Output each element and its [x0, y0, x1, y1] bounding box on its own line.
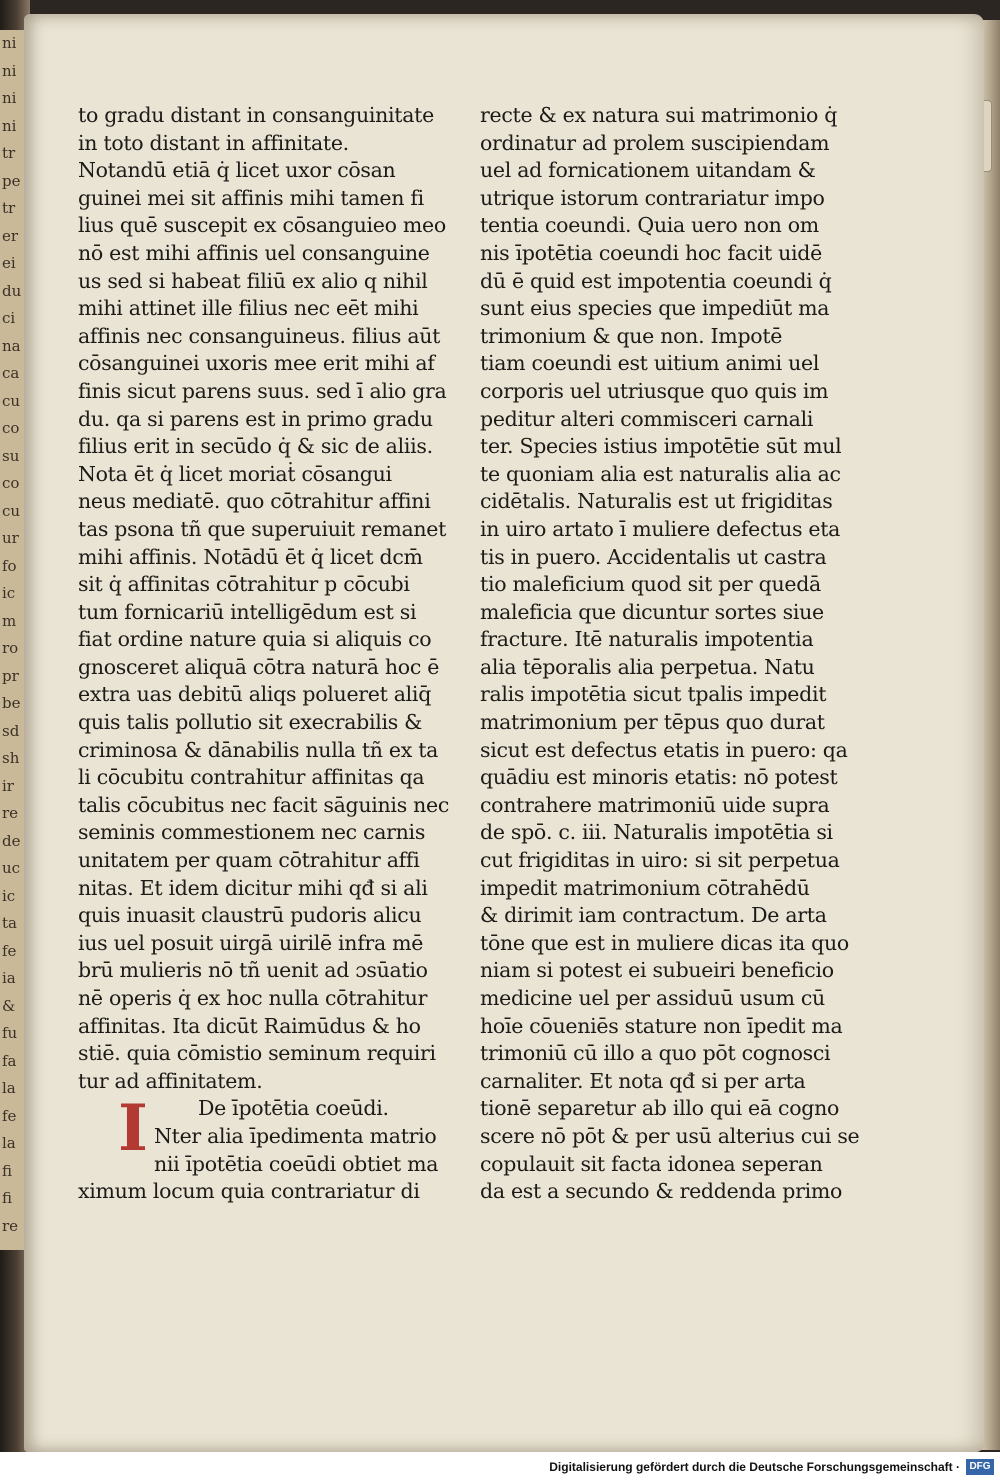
text-line: de spō. c. iii. Naturalis impotētia si: [480, 820, 833, 845]
text-line: neus mediatē. quo cōtrahitur affini: [78, 489, 431, 514]
facing-fragment: ni: [2, 61, 17, 80]
text-line: ximum locum quia contrariatur di: [78, 1179, 420, 1204]
text-line: Nter alia īpedimenta matrio: [154, 1123, 437, 1148]
text-line: nis īpotētia coeundi hoc facit uidē: [480, 240, 822, 265]
dfg-logo: DFG: [966, 1459, 994, 1475]
digitization-credit: Digitalisierung gefördert durch die Deutsche Forschungsgemeinschaft ·: [549, 1460, 960, 1474]
facing-fragment: na: [2, 336, 21, 355]
text-line: tur ad affinitatem.: [78, 1068, 263, 1093]
text-line: unitatem per quam cōtrahitur affi: [78, 848, 420, 873]
text-line: sunt eius species que impediūt ma: [480, 296, 830, 321]
text-line: corporis uel utriusque quo quis im: [480, 378, 829, 403]
text-line: ralis impotētia sicut tpalis impedit: [480, 682, 827, 707]
text-line: lius quē suscepit ex cōsanguieo meo: [78, 213, 446, 238]
facing-fragment: ci: [2, 309, 16, 327]
text-line: affinitas. Ita dicūt Raimūdus & ho: [78, 1013, 421, 1038]
text-line: copulauit sit facta idonea seperan: [480, 1151, 823, 1176]
facing-fragment: pr: [2, 666, 19, 685]
text-line: Notandū etiā q̇ licet uxor cōsan: [78, 158, 396, 183]
text-line: scere nō pōt & per usū alterius cui se: [480, 1123, 860, 1148]
text-line: te quoniam alia est naturalis alia ac: [480, 461, 841, 486]
facing-fragment: m: [2, 611, 17, 630]
text-line: cidētalis. Naturalis est ut frigiditas: [480, 489, 833, 514]
text-line: tio maleficium quod sit per quedā: [480, 572, 821, 597]
text-line: alia tēporalis alia perpetua. Natu: [480, 654, 815, 679]
facing-fragment: tr: [2, 144, 16, 162]
facing-fragment: sd: [2, 721, 20, 740]
footer-bar: [0, 1452, 1000, 1480]
text-line: matrimonium per tēpus quo durat: [480, 710, 825, 735]
facing-fragment: la: [2, 1079, 16, 1097]
text-line: da est a secundo & reddenda primo: [480, 1179, 843, 1204]
facing-fragment: ca: [2, 364, 20, 382]
text-line: affinis nec consanguineus. filius aūt: [78, 323, 441, 348]
right-text-column: [480, 102, 870, 1206]
text-line: maleficia que dicuntur sortes siue: [480, 599, 824, 624]
facing-fragment: du: [2, 281, 22, 300]
facing-fragment: su: [2, 446, 20, 465]
text-line: fiat ordine nature quia si aliquis co: [78, 627, 432, 652]
facing-fragment: er: [2, 226, 19, 245]
facing-fragment: fo: [2, 556, 17, 575]
facing-fragment: sh: [2, 749, 20, 767]
facing-fragment: fe: [2, 941, 17, 960]
text-line: trimonium & que non. Impotē: [480, 323, 783, 348]
text-line: tas psona tñ que superuiuit remanet: [78, 516, 447, 541]
text-line: tis in puero. Accidentalis ut castra: [480, 544, 827, 569]
text-line: in uiro artato ī muliere defectus eta: [480, 516, 841, 541]
facing-fragment: cu: [2, 391, 21, 410]
text-line: nii īpotētia coeūdi obtiet ma: [154, 1151, 439, 1176]
text-line: tiam coeundi est uitium animi uel: [480, 351, 820, 376]
facing-fragment: ic: [2, 886, 16, 905]
facing-fragment: fi: [2, 1189, 13, 1207]
facing-fragment: ni: [2, 116, 17, 135]
text-line: brū mulieris nō tñ uenit ad ɔsūatio: [78, 958, 428, 983]
facing-fragment: be: [2, 694, 21, 712]
text-line: stiē. quia cōmistio seminum requiri: [78, 1041, 436, 1066]
text-line: gnosceret aliquā cōtra naturā hoc ē: [78, 654, 440, 679]
text-line: criminosa & dānabilis nulla tñ ex ta: [78, 737, 439, 762]
text-line: cōsanguinei uxoris mee erit mihi af: [78, 351, 435, 376]
text-line: & dirimit iam contractum. De arta: [480, 903, 827, 928]
text-line: impedit matrimonium cōtrahēdū: [480, 875, 810, 900]
facing-fragment: co: [2, 419, 20, 437]
text-line: utrique istorum contrariatur impo: [480, 185, 825, 210]
text-line: tum fornicariū intelligēdum est si: [78, 599, 417, 624]
text-line: tōne que est in muliere dicas ita quo: [480, 930, 849, 955]
section-heading: De īpotētia coeūdi.: [198, 1096, 389, 1121]
text-line: fracture. Itē naturalis impotentia: [480, 627, 814, 652]
facing-fragment: re: [2, 1216, 19, 1235]
text-line: seminis commestionem nec carnis: [78, 820, 426, 845]
text-line: medicine uel per assiduū usum cū: [480, 986, 825, 1010]
facing-fragment: fi: [2, 1161, 13, 1180]
text-line: us sed si habeat filiū ex alio q nihil: [78, 268, 428, 293]
text-line: quādiu est minoris etatis: nō potest: [480, 765, 838, 790]
facing-fragment: ni: [2, 89, 17, 107]
text-line: li cōcubitu contrahitur affinitas qa: [78, 765, 425, 790]
text-line: carnaliter. Et nota qđ si per arta: [480, 1068, 806, 1093]
text-line: recte & ex natura sui matrimonio q̇: [480, 103, 838, 127]
facing-fragment: ei: [2, 254, 16, 272]
text-line: du. qa si parens est in primo gradu: [78, 406, 433, 431]
text-line: guinei mei sit affinis mihi tamen fi: [78, 185, 424, 210]
facing-fragment: ic: [2, 584, 16, 602]
facing-fragment: fe: [2, 1106, 17, 1125]
facing-fragment: pe: [2, 171, 21, 190]
text-line: cut frigiditas in uiro: si sit perpetua: [480, 848, 840, 873]
illuminated-initial: I: [118, 1090, 148, 1166]
facing-page-fragment: [0, 30, 24, 1250]
text-line: uel ad fornicationem uitandam &: [480, 158, 816, 183]
facing-fragment: ro: [2, 639, 19, 657]
facing-fragment: la: [2, 1134, 16, 1152]
facing-fragment: re: [2, 804, 19, 822]
text-line: to gradu distant in consanguinitate: [78, 103, 434, 127]
facing-fragment: fu: [2, 1024, 18, 1042]
text-line: dū ē quid est impotentia coeundi q̇: [480, 268, 832, 293]
facing-fragment: tr: [2, 199, 16, 217]
facing-fragment: de: [2, 831, 21, 850]
facing-fragment: fa: [2, 1051, 17, 1070]
facing-fragment: ni: [2, 34, 17, 52]
text-line: quis talis pollutio sit execrabilis &: [78, 710, 423, 735]
text-line: contrahere matrimoniū uide supra: [480, 792, 830, 817]
text-line: peditur alteri commisceri carnali: [480, 406, 814, 431]
text-line: in toto distant in affinitate.: [78, 130, 349, 155]
text-line: ius uel posuit uirgā uirilē infra mē: [78, 930, 424, 955]
text-line: filius erit in secūdo q̇ & sic de aliis.: [78, 434, 433, 459]
text-line: ordinatur ad prolem suscipiendam: [480, 130, 830, 155]
facing-fragment: ta: [2, 914, 17, 932]
text-line: sit q̇ affinitas cōtrahitur p cōcubi: [78, 572, 410, 597]
text-line: Nota ēt q̇ licet moriaṫ cōsangui: [78, 461, 392, 486]
text-line: ter. Species istius impotētie sūt mul: [480, 434, 842, 459]
text-line: finis sicut parens suus. sed ī alio gra: [78, 378, 447, 403]
facing-fragment: uc: [2, 859, 21, 877]
facing-fragment: &: [2, 996, 16, 1015]
text-line: nē operis q̇ ex hoc nulla cōtrahitur: [78, 986, 428, 1010]
facing-fragment: cu: [2, 501, 21, 520]
facing-fragment: ur: [2, 529, 19, 547]
text-line: extra uas debitū aliqs polueret aliq̄: [78, 682, 432, 707]
left-text-column: [78, 102, 468, 1206]
facing-fragment: ia: [2, 969, 16, 987]
text-line: nō est mihi affinis uel consanguine: [78, 240, 430, 265]
text-line: quis inuasit claustrū pudoris alicu: [78, 903, 422, 928]
text-line: tionē separetur ab illo qui eā cogno: [480, 1096, 840, 1121]
text-line: mihi affinis. Notādū ēt q̇ licet dcm̄: [78, 544, 423, 569]
text-line: nitas. Et idem dicitur mihi qđ si ali: [78, 875, 428, 900]
text-line: mihi attinet ille filius nec eēt mihi: [78, 296, 419, 321]
facing-fragment: ir: [2, 776, 14, 795]
text-line: trimoniū cū illo a quo pōt cognosci: [480, 1041, 831, 1066]
facing-fragment: co: [2, 474, 20, 492]
text-line: sicut est defectus etatis in puero: qa: [480, 737, 848, 762]
text-line: tentia coeundi. Quia uero non om: [480, 213, 819, 238]
text-line: talis cōcubitus nec facit sāguinis nec: [78, 792, 450, 817]
text-line: niam si potest ei subueiri beneficio: [480, 958, 834, 983]
text-line: hoīe cōueniēs stature non īpedit ma: [480, 1013, 843, 1038]
